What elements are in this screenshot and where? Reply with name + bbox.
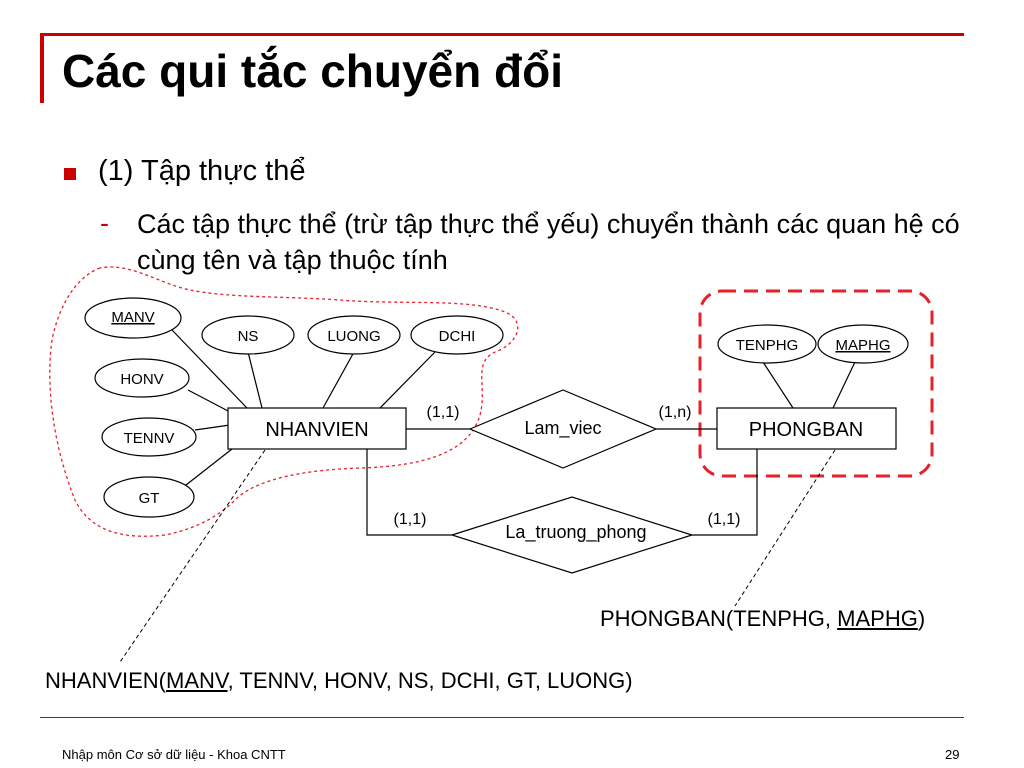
attr-ns-label: NS	[237, 328, 259, 345]
link-maphg	[833, 362, 855, 408]
footer-page-number: 29	[945, 747, 960, 762]
attr-honv-label: HONV	[120, 371, 164, 388]
page-title: Các qui tắc chuyển đổi	[62, 45, 563, 97]
card-ltp-phongban: (1,1)	[707, 511, 741, 528]
footer-course-name: Nhập môn Cơ sở dữ liệu - Khoa CNTT	[62, 747, 286, 762]
link-ns	[248, 352, 262, 408]
attr-maphg-label: MAPHG	[835, 337, 891, 354]
link-dchi	[380, 352, 435, 408]
attr-manv-label: MANV	[111, 309, 155, 326]
link-luong	[323, 352, 354, 408]
relation-schema-phongban	[600, 606, 925, 632]
pointer-line-phongban	[735, 450, 835, 606]
relation-schema-nhanvien	[45, 668, 633, 694]
footer-divider	[40, 717, 964, 718]
card-lv-nhanvien: (1,1)	[426, 404, 460, 421]
link-tenphg	[763, 362, 793, 408]
card-lv-phongban: (1,n)	[658, 404, 692, 421]
nhanvien-schema-prefix: NHANVIEN(	[45, 668, 167, 693]
phongban-schema-suffix: )	[917, 606, 926, 631]
sub-bullet-dash: -	[100, 208, 109, 238]
attr-gt-label: GT	[138, 490, 160, 507]
link-honv	[188, 390, 230, 412]
card-ltp-nhanvien: (1,1)	[393, 511, 427, 528]
rel-lamviec-label: Lam_viec	[524, 418, 602, 438]
entity-nhanvien-label: NHANVIEN	[265, 419, 369, 441]
entity-phongban-label: PHONGBAN	[748, 419, 864, 441]
link-gt	[186, 449, 232, 485]
link-tennv	[195, 425, 230, 430]
attr-tennv-label: TENNV	[123, 430, 175, 447]
attr-dchi-label: DCHI	[438, 328, 476, 345]
attr-luong-label: LUONG	[327, 328, 381, 345]
phongban-schema-prefix: PHONGBAN(TENPHG,	[600, 606, 838, 631]
attr-tenphg-label: TENPHG	[735, 337, 799, 354]
sub-bullet-text: Các tập thực thể (trừ tập thực thể yếu) chuyển thành các quan hệ có cùng tên và tập thuộc tính	[137, 209, 960, 275]
nhanvien-schema-suffix: , TENNV, HONV, NS, DCHI, GT, LUONG)	[227, 668, 633, 693]
bullet-item-1: (1) Tập thực thể	[98, 155, 306, 187]
phongban-schema-key: MAPHG	[837, 606, 918, 631]
rel-ltp-label: La_truong_phong	[505, 522, 647, 542]
nhanvien-schema-key: MANV	[166, 668, 228, 693]
